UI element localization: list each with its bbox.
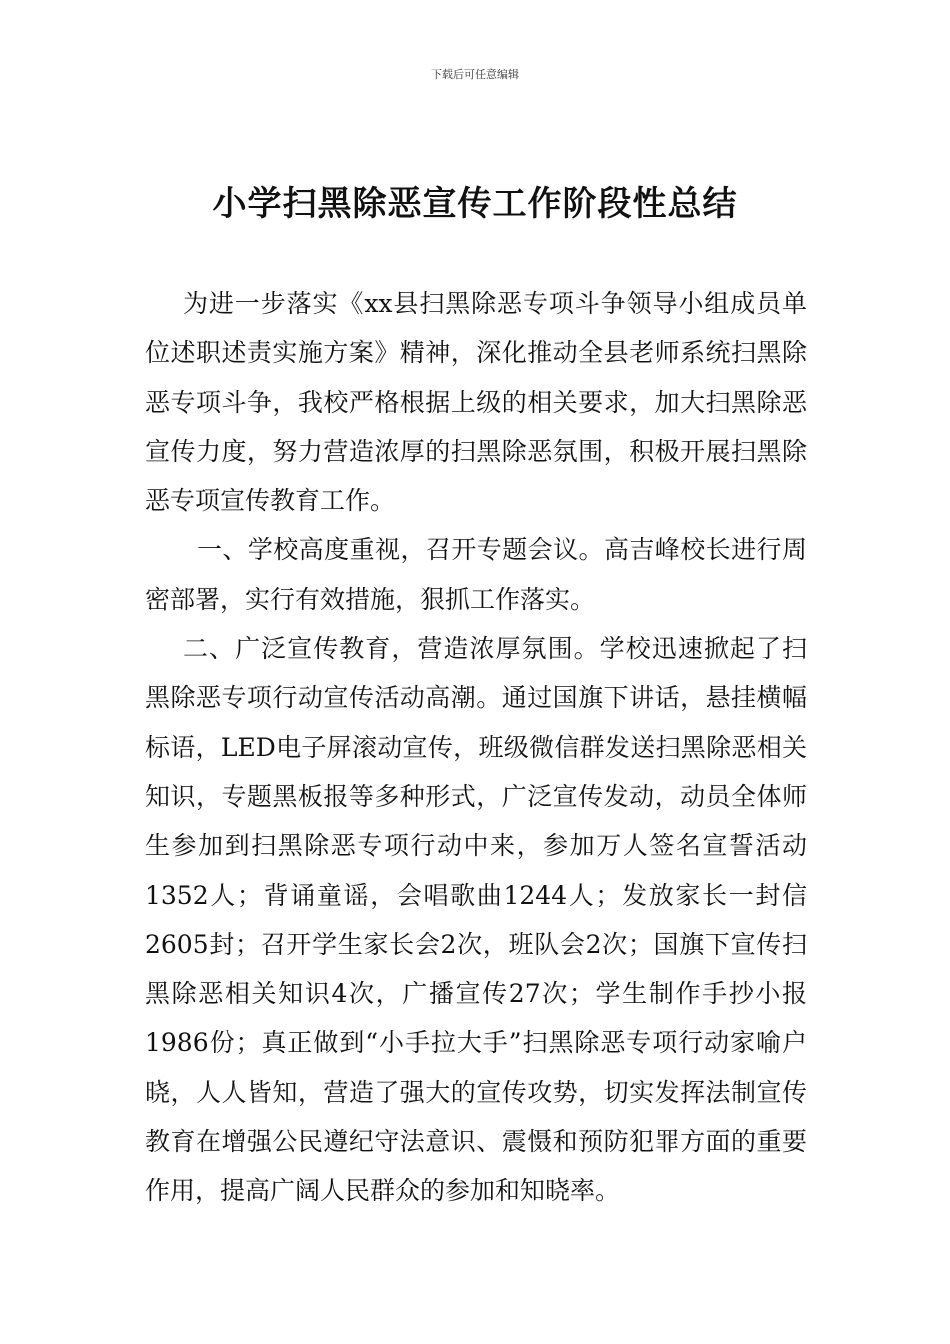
document-title: 小学扫黑除恶宣传工作阶段性总结 (212, 184, 738, 224)
document-body (145, 279, 807, 1216)
paragraph-intro: 为进一步落实《xx县扫黑除恶专项斗争领导小组成员单位述职述责实施方案》精神，深化推动全县老师系统扫黑除恶专项斗争，我校严格根据上级的相关要求，加大扫黑除恶宣传力度，努力营造浓厚的扫黑除恶氛围，积极开展扫黑除恶专项宣传教育工作。 (145, 289, 807, 516)
paragraph-section-2: 二、广泛宣传教育，营造浓厚氛围。学校迅速掀起了扫黑除恶专项行动宣传活动高潮。通过国旗下讲话，悬挂横幅标语，LED电子屏滚动宣传，班级微信群发送扫黑除恶相关知识，专题黑板报等多种形式，广泛宣传发动，动员全体师生参加到扫黑除恶专项行动中来，参加万人签名宣誓活动1352人；背诵童谣，会唱歌曲1244人；发放家长一封信2605封；召开学生家长会2次，班队会2次；国旗下宣传扫黑除恶相关知识4次，广播宣传27次；学生制作手抄小报1986份；真正做到“小手拉大手”扫黑除恶专项行动家喻户晓，人人皆知，营造了强大的宣传攻势，切实发挥法制宣传教育在增强公民遵纪守法意识、震慑和预防犯罪方面的重要作用，提高广阔人民群众的参加和知晓率。 (145, 634, 807, 1206)
paragraph-section-1: 一、学校高度重视，召开专题会议。高吉峰校长进行周密部署，实行有效措施，狠抓工作落实。 (145, 535, 807, 614)
page-header-note: 下载后可任意编辑 (431, 68, 519, 81)
